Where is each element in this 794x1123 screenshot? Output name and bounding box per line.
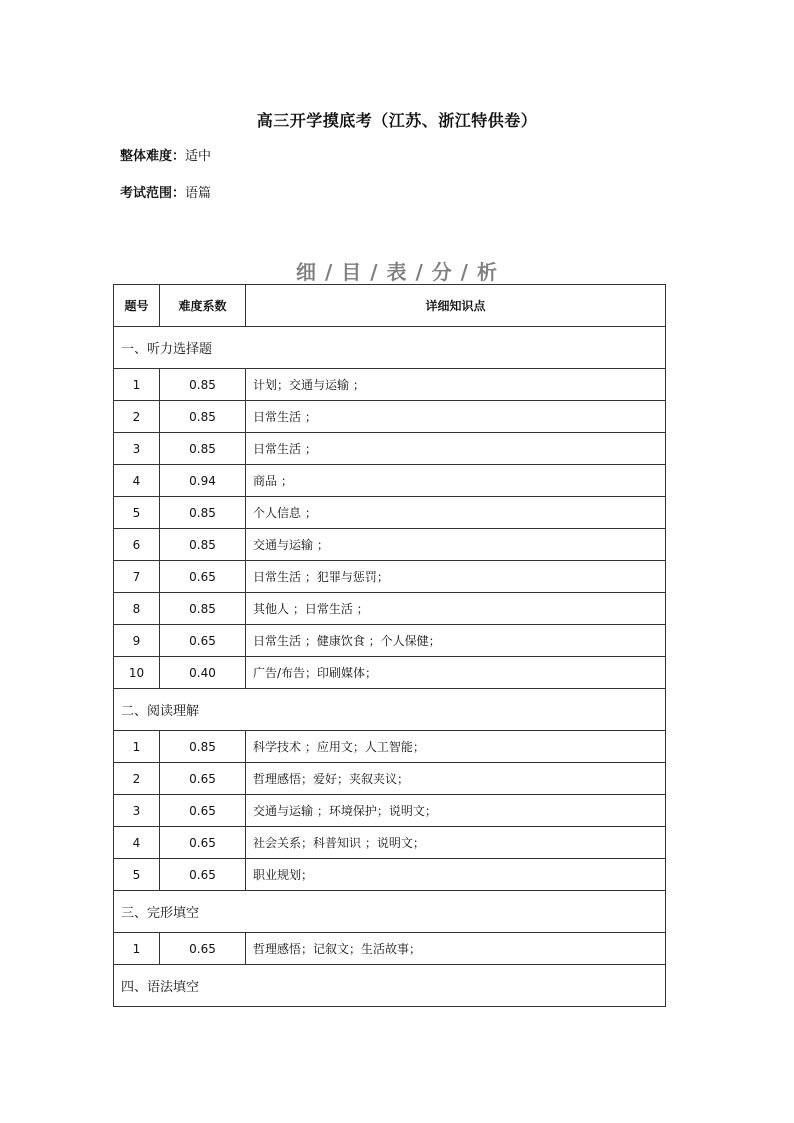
table-row — [114, 401, 666, 433]
question-number-cell: 7 — [114, 561, 160, 593]
difficulty-cell: 0.85 — [160, 401, 246, 433]
section-title: 四、语法填空 — [114, 965, 666, 1007]
table-row — [114, 625, 666, 657]
table-row — [114, 657, 666, 689]
knowledge-points-cell: 日常生活 ； — [246, 433, 666, 465]
question-number-cell: 5 — [114, 859, 160, 891]
question-number-cell: 4 — [114, 465, 160, 497]
difficulty-cell: 0.40 — [160, 657, 246, 689]
section-title: 一、听力选择题 — [114, 327, 666, 369]
knowledge-points-cell: 科学技术 ；应用文；人工智能； — [246, 731, 666, 763]
section-title: 二、阅读理解 — [114, 689, 666, 731]
difficulty-cell: 0.65 — [160, 933, 246, 965]
knowledge-points-cell: 哲理感悟；记叙文；生活故事； — [246, 933, 666, 965]
knowledge-points-cell: 交通与运输 ； — [246, 529, 666, 561]
difficulty-cell: 0.65 — [160, 763, 246, 795]
knowledge-points-cell: 个人信息 ； — [246, 497, 666, 529]
knowledge-points-cell: 哲理感悟；爱好；夹叙夹议； — [246, 763, 666, 795]
table-row — [114, 795, 666, 827]
question-number-cell: 4 — [114, 827, 160, 859]
difficulty-cell: 0.85 — [160, 529, 246, 561]
knowledge-points-cell: 交通与运输 ；环境保护；说明文； — [246, 795, 666, 827]
difficulty-cell: 0.65 — [160, 561, 246, 593]
table-header-row — [114, 285, 666, 327]
question-number-cell: 2 — [114, 401, 160, 433]
table-row — [114, 433, 666, 465]
table-row — [114, 933, 666, 965]
scope-value: 语篇 — [185, 186, 212, 201]
question-number-cell: 9 — [114, 625, 160, 657]
knowledge-points-cell: 日常生活 ； — [246, 401, 666, 433]
table-body — [114, 327, 666, 1007]
header-question-number: 题号 — [114, 285, 160, 327]
difficulty-cell: 0.94 — [160, 465, 246, 497]
knowledge-points-cell: 广告/布告；印刷媒体； — [246, 657, 666, 689]
difficulty-cell: 0.85 — [160, 369, 246, 401]
question-number-cell: 1 — [114, 933, 160, 965]
difficulty-cell: 0.65 — [160, 827, 246, 859]
table-row — [114, 827, 666, 859]
section-row — [114, 965, 666, 1007]
table-row — [114, 859, 666, 891]
knowledge-points-cell: 其他人 ；日常生活 ； — [246, 593, 666, 625]
section-row — [114, 891, 666, 933]
difficulty-cell: 0.65 — [160, 859, 246, 891]
difficulty-cell: 0.85 — [160, 497, 246, 529]
difficulty-cell: 0.65 — [160, 795, 246, 827]
section-row — [114, 689, 666, 731]
knowledge-points-cell: 社会关系；科普知识 ；说明文； — [246, 827, 666, 859]
difficulty-cell: 0.85 — [160, 593, 246, 625]
question-number-cell: 1 — [114, 369, 160, 401]
question-number-cell: 6 — [114, 529, 160, 561]
analysis-table — [113, 284, 666, 1007]
difficulty-cell: 0.85 — [160, 433, 246, 465]
table-heading: 细 / 目 / 表 / 分 / 析 — [296, 260, 498, 284]
knowledge-points-cell: 商品 ； — [246, 465, 666, 497]
knowledge-points-cell: 职业规划； — [246, 859, 666, 891]
table-row — [114, 763, 666, 795]
scope-line — [120, 182, 211, 201]
table-row — [114, 731, 666, 763]
section-title: 三、完形填空 — [114, 891, 666, 933]
knowledge-points-cell: 日常生活 ；健康饮食 ；个人保健； — [246, 625, 666, 657]
document-title: 高三开学摸底考（江苏、浙江特供卷） — [256, 111, 538, 130]
difficulty-line — [120, 145, 211, 164]
question-number-cell: 3 — [114, 433, 160, 465]
table-row — [114, 465, 666, 497]
table-row — [114, 369, 666, 401]
table-row — [114, 561, 666, 593]
question-number-cell: 8 — [114, 593, 160, 625]
question-number-cell: 1 — [114, 731, 160, 763]
knowledge-points-cell: 计划；交通与运输 ； — [246, 369, 666, 401]
section-row — [114, 327, 666, 369]
table-row — [114, 497, 666, 529]
question-number-cell: 3 — [114, 795, 160, 827]
header-knowledge-points: 详细知识点 — [246, 285, 666, 327]
difficulty-cell: 0.85 — [160, 731, 246, 763]
difficulty-cell: 0.65 — [160, 625, 246, 657]
knowledge-points-cell: 日常生活 ；犯罪与惩罚； — [246, 561, 666, 593]
question-number-cell: 10 — [114, 657, 160, 689]
question-number-cell: 2 — [114, 763, 160, 795]
difficulty-label: 整体难度： — [120, 149, 186, 164]
table-row — [114, 529, 666, 561]
difficulty-value: 适中 — [185, 149, 212, 164]
question-number-cell: 5 — [114, 497, 160, 529]
table-row — [114, 593, 666, 625]
header-difficulty: 难度系数 — [160, 285, 246, 327]
scope-label: 考试范围： — [120, 186, 186, 201]
